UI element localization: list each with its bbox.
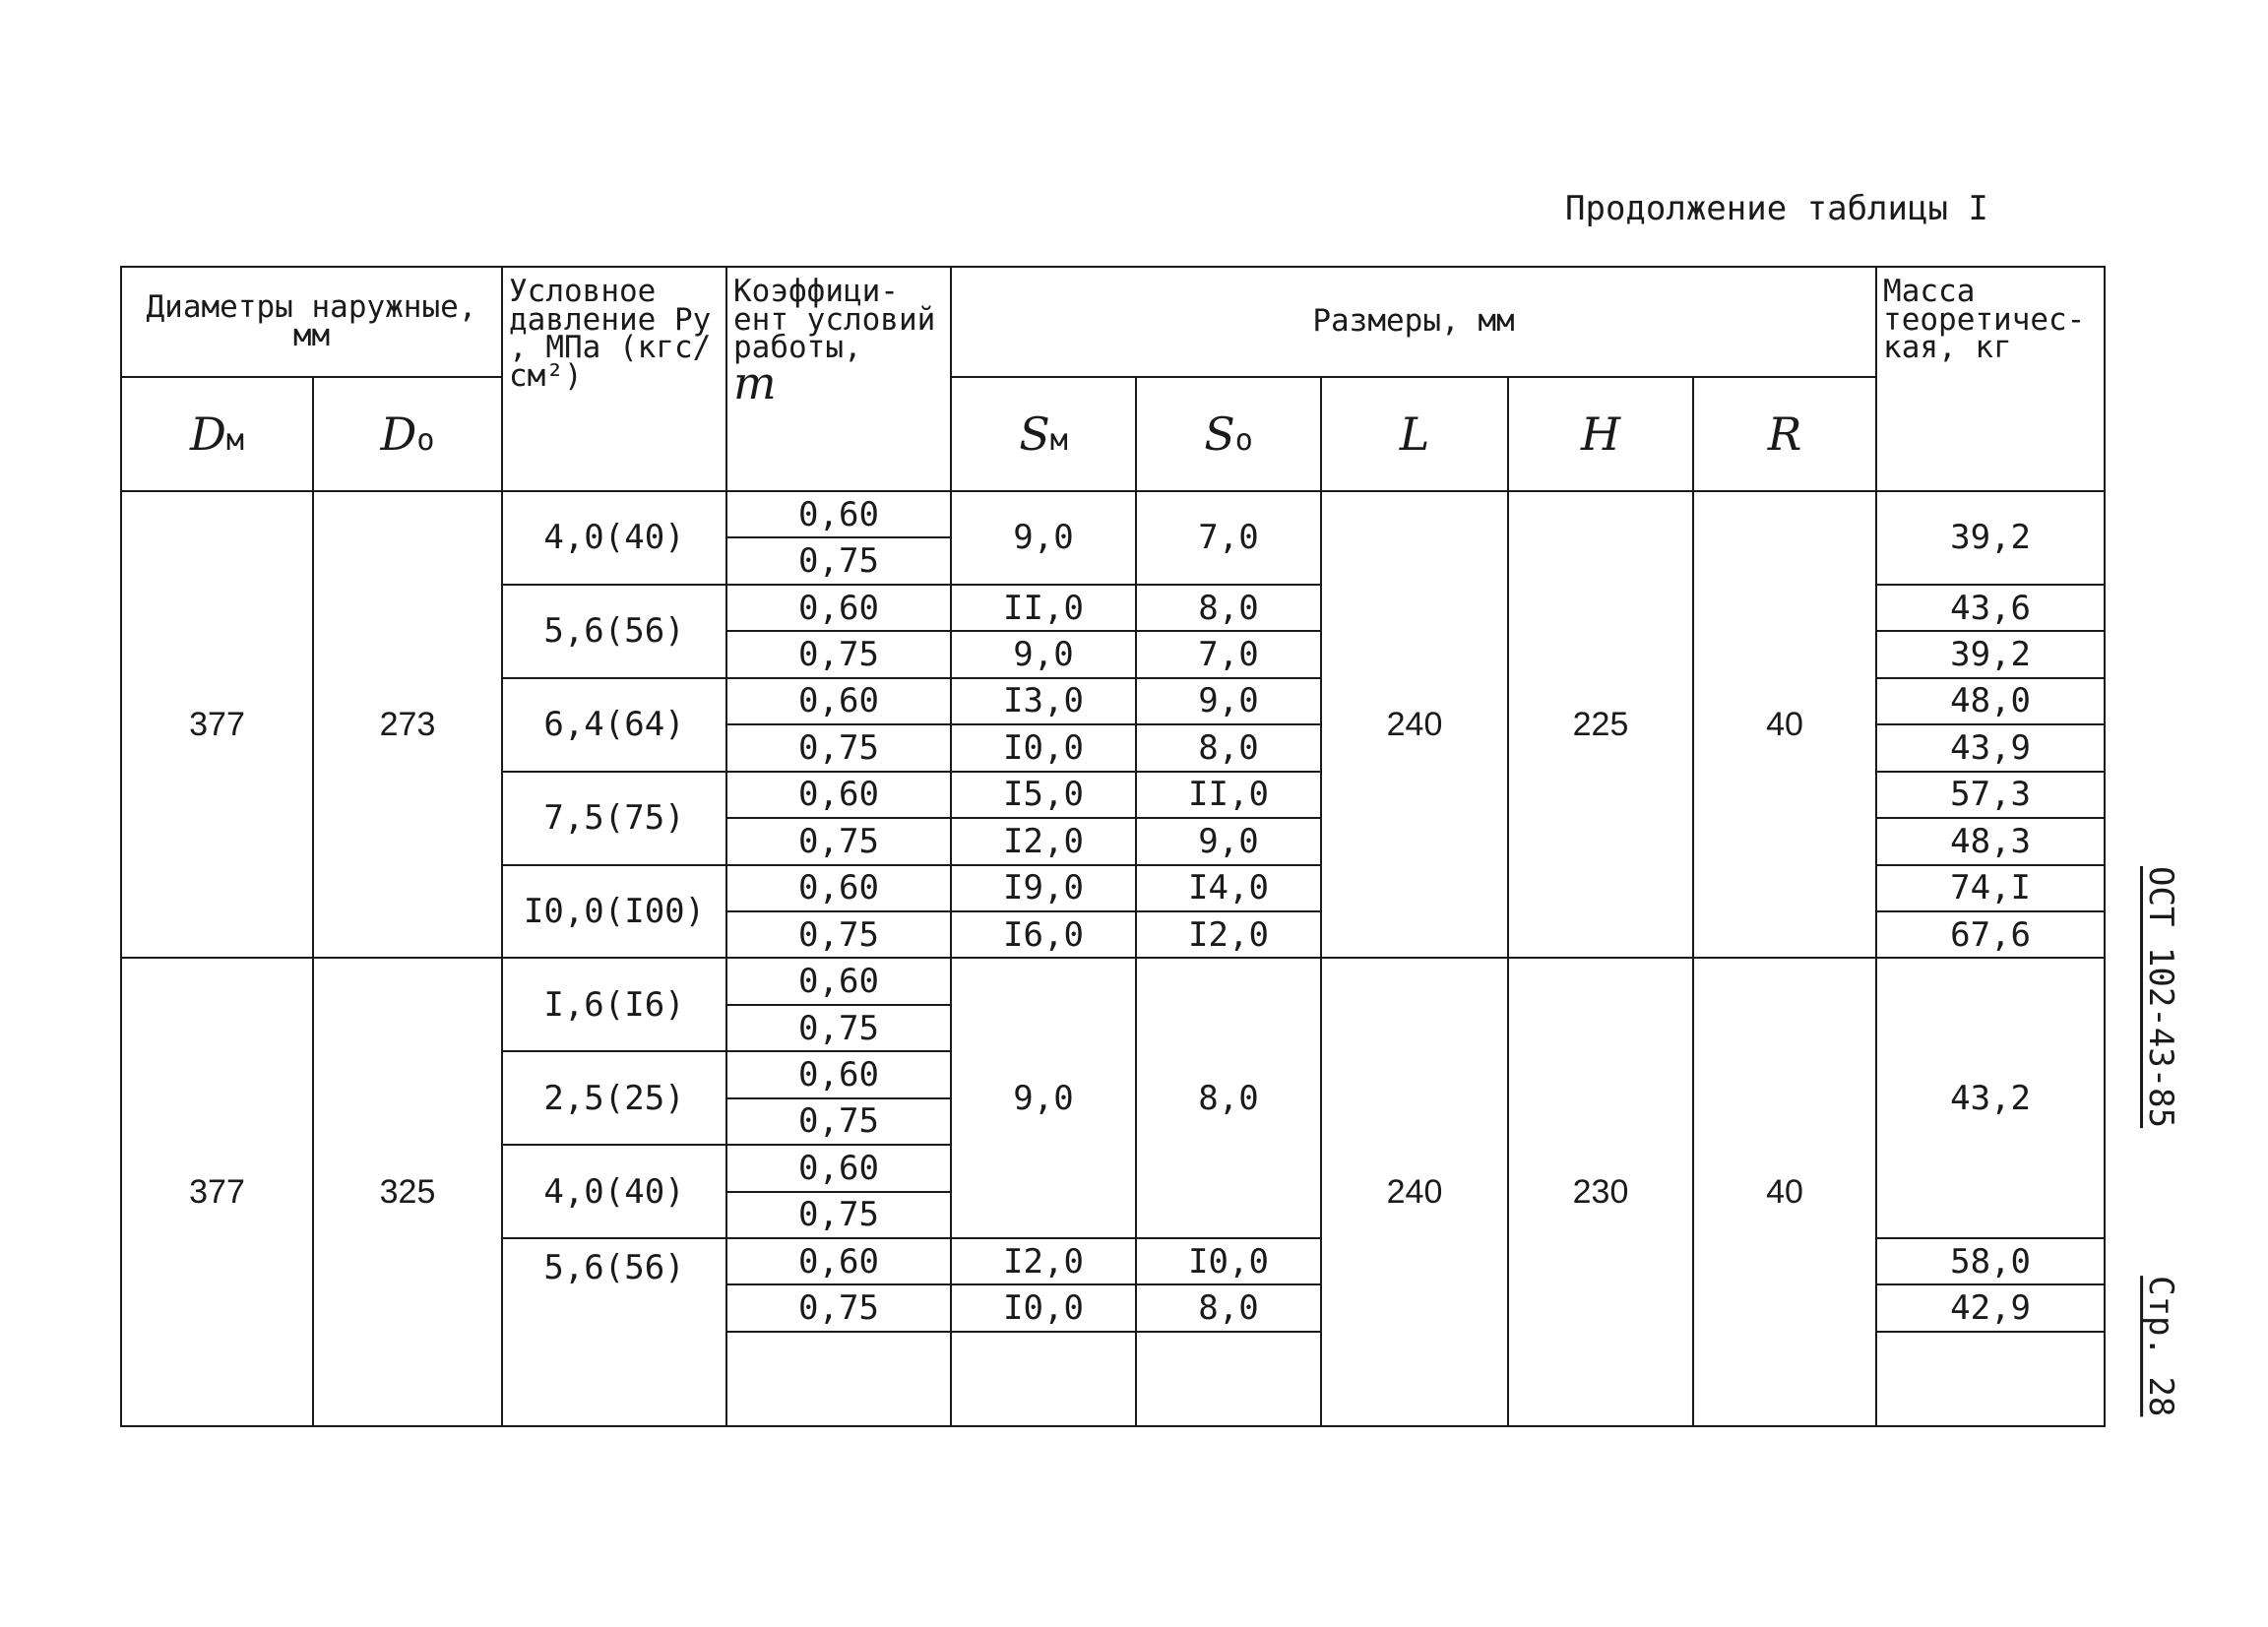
coef-cell: 0,75 bbox=[726, 1192, 951, 1238]
mass-cell: 67,6 bbox=[1876, 911, 2105, 958]
mass-cell: 43,9 bbox=[1876, 724, 2105, 771]
so-cell: I0,0 bbox=[1136, 1238, 1321, 1284]
coef-cell: 0,75 bbox=[726, 818, 951, 864]
coef-cell: 0,75 bbox=[726, 911, 951, 958]
table-row bbox=[121, 491, 2105, 537]
header-pressure: Условное давление Py , МПа (кгс/см²) bbox=[502, 267, 726, 491]
mass-cell: 48,0 bbox=[1876, 678, 2105, 724]
h-cell: 230 bbox=[1508, 958, 1693, 1426]
header-sm: Sм bbox=[951, 377, 1136, 491]
coef-cell: 0,60 bbox=[726, 958, 951, 1004]
dimensions-table bbox=[120, 266, 2106, 1427]
r-cell: 40 bbox=[1693, 958, 1876, 1426]
coef-cell: 0,60 bbox=[726, 585, 951, 631]
header-diameters: Диаметры наружные, мм bbox=[121, 267, 502, 377]
sm-cell: 9,0 bbox=[951, 958, 1136, 1238]
dm-cell: 377 bbox=[121, 958, 313, 1426]
header-do: Dо bbox=[313, 377, 502, 491]
mass-cell: 43,6 bbox=[1876, 585, 2105, 631]
so-cell: 7,0 bbox=[1136, 491, 1321, 585]
coef-cell: 0,60 bbox=[726, 678, 951, 724]
coef-cell: 0,75 bbox=[726, 631, 951, 677]
sm-cell: I5,0 bbox=[951, 772, 1136, 818]
coef-cell: 0,60 bbox=[726, 772, 951, 818]
mass-cell: 48,3 bbox=[1876, 818, 2105, 864]
pressure-cell: 4,0(40) bbox=[502, 1145, 726, 1238]
sm-cell: I9,0 bbox=[951, 865, 1136, 911]
header-l: L bbox=[1321, 377, 1508, 491]
h-cell: 225 bbox=[1508, 491, 1693, 958]
mass-cell: 39,2 bbox=[1876, 491, 2105, 585]
mass-cell: 42,9 bbox=[1876, 1284, 2105, 1332]
coef-cell: 0,60 bbox=[726, 865, 951, 911]
header-coefficient bbox=[726, 267, 951, 491]
blank-cell bbox=[1136, 1332, 1321, 1426]
mass-cell: 57,3 bbox=[1876, 772, 2105, 818]
document-number: ОСТ 102-43-85 bbox=[2141, 866, 2180, 1129]
sm-cell: I2,0 bbox=[951, 818, 1136, 864]
coef-cell: 0,60 bbox=[726, 1145, 951, 1191]
table-caption: Продолжение таблицы I bbox=[1565, 189, 1988, 228]
so-cell: 9,0 bbox=[1136, 818, 1321, 864]
coef-cell: 0,75 bbox=[726, 1005, 951, 1051]
pressure-cell: I0,0(I00) bbox=[502, 865, 726, 959]
so-cell: II,0 bbox=[1136, 772, 1321, 818]
header-h: H bbox=[1508, 377, 1693, 491]
r-cell: 40 bbox=[1693, 491, 1876, 958]
page-number: Стр. 28 bbox=[2141, 1276, 2180, 1417]
header-row bbox=[121, 267, 2105, 377]
mass-cell: 39,2 bbox=[1876, 631, 2105, 677]
so-cell: 7,0 bbox=[1136, 631, 1321, 677]
so-cell: 8,0 bbox=[1136, 958, 1321, 1238]
header-so: Sо bbox=[1136, 377, 1321, 491]
blank-cell bbox=[1876, 1332, 2105, 1426]
mass-cell: 43,2 bbox=[1876, 958, 2105, 1238]
blank-cell bbox=[726, 1332, 951, 1426]
so-cell: I2,0 bbox=[1136, 911, 1321, 958]
coef-cell: 0,75 bbox=[726, 724, 951, 771]
sm-cell: 9,0 bbox=[951, 491, 1136, 585]
sm-cell: II,0 bbox=[951, 585, 1136, 631]
header-r: R bbox=[1693, 377, 1876, 491]
sm-cell: I0,0 bbox=[951, 724, 1136, 771]
so-cell: I4,0 bbox=[1136, 865, 1321, 911]
pressure-cell: 5,6(56) bbox=[502, 585, 726, 678]
do-cell: 325 bbox=[313, 958, 502, 1426]
sm-cell: I3,0 bbox=[951, 678, 1136, 724]
coef-cell: 0,60 bbox=[726, 491, 951, 537]
mass-cell: 74,I bbox=[1876, 865, 2105, 911]
l-cell: 240 bbox=[1321, 491, 1508, 958]
blank-cell bbox=[951, 1332, 1136, 1426]
coef-cell: 0,60 bbox=[726, 1238, 951, 1284]
coef-cell: 0,75 bbox=[726, 537, 951, 584]
so-cell: 9,0 bbox=[1136, 678, 1321, 724]
do-cell: 273 bbox=[313, 491, 502, 958]
l-cell: 240 bbox=[1321, 958, 1508, 1426]
coef-cell: 0,60 bbox=[726, 1051, 951, 1097]
sm-cell: I6,0 bbox=[951, 911, 1136, 958]
table-row bbox=[121, 958, 2105, 1004]
so-cell: 8,0 bbox=[1136, 1284, 1321, 1332]
dm-cell: 377 bbox=[121, 491, 313, 958]
sm-cell: I0,0 bbox=[951, 1284, 1136, 1332]
header-dm: Dм bbox=[121, 377, 313, 491]
pressure-cell: I,6(I6) bbox=[502, 958, 726, 1051]
coefficient-symbol: m bbox=[733, 355, 777, 409]
pressure-cell: 5,6(56) bbox=[502, 1238, 726, 1426]
header-mass: Масса теоретичес- кая, кг bbox=[1876, 267, 2105, 491]
pressure-cell: 4,0(40) bbox=[502, 491, 726, 585]
header-row bbox=[121, 377, 2105, 491]
sm-cell: I2,0 bbox=[951, 1238, 1136, 1284]
coef-cell: 0,75 bbox=[726, 1284, 951, 1332]
so-cell: 8,0 bbox=[1136, 585, 1321, 631]
so-cell: 8,0 bbox=[1136, 724, 1321, 771]
coef-cell: 0,75 bbox=[726, 1098, 951, 1145]
header-sizes: Размеры, мм bbox=[951, 267, 1876, 377]
pressure-cell: 2,5(25) bbox=[502, 1051, 726, 1145]
document-code-label bbox=[2141, 866, 2180, 1416]
pressure-cell: 7,5(75) bbox=[502, 772, 726, 865]
header-coefficient-label: Коэффици- ент условий работы, bbox=[733, 274, 936, 366]
sm-cell: 9,0 bbox=[951, 631, 1136, 677]
mass-cell: 58,0 bbox=[1876, 1238, 2105, 1284]
pressure-cell: 6,4(64) bbox=[502, 678, 726, 772]
